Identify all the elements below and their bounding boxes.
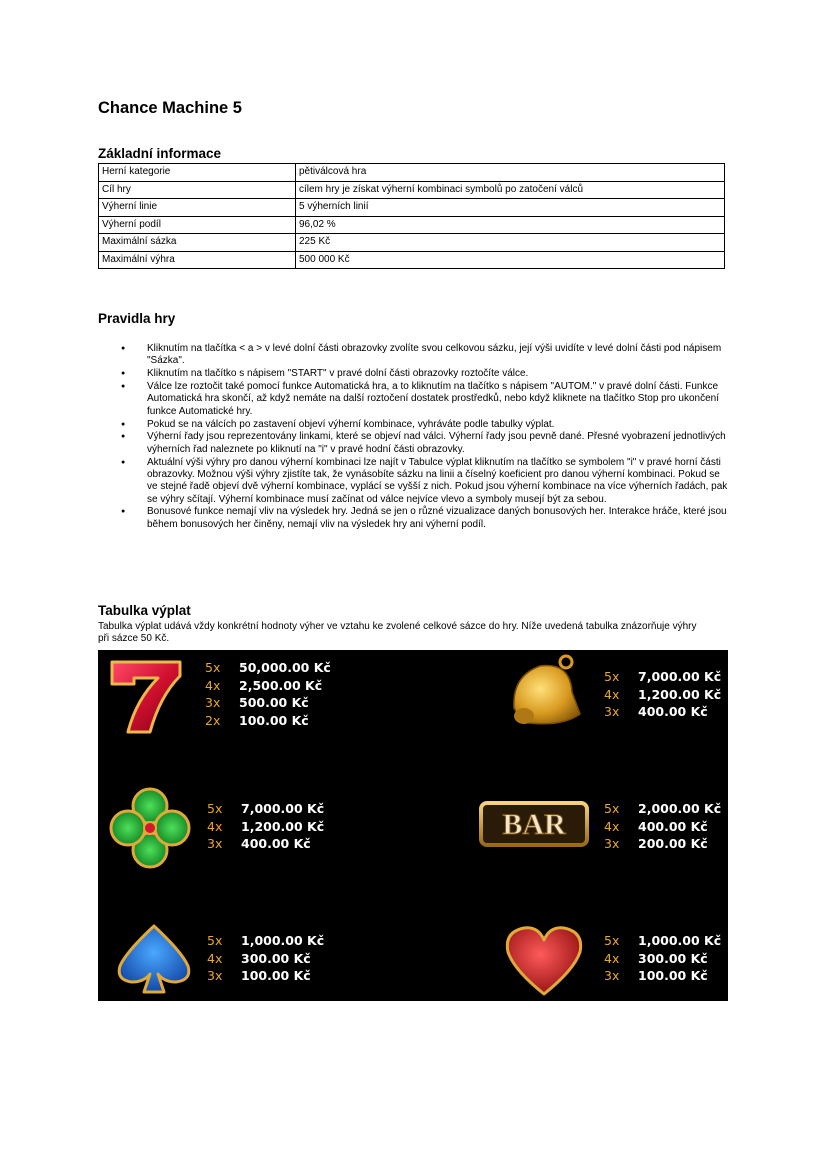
bar-label: BAR: [502, 808, 566, 841]
amount: 1,200.00 Kč: [241, 818, 325, 834]
list-item: ● Kliknutím na tlačítka < a > v levé dolní části obrazovky zvolíte svou celkovou sázku, její výši uvidíte v levé dolní části pod nápisem "Sázka".: [98, 343, 728, 368]
table-row: [99, 199, 725, 217]
paytable-image: [98, 650, 728, 1001]
multiplier: 4x: [604, 818, 620, 834]
info-label: Výherní podíl: [99, 216, 296, 234]
amount: 400.00 Kč: [241, 836, 311, 851]
clover-icon: [106, 784, 194, 872]
multiplier: 4x: [604, 950, 620, 966]
bar-icon: [478, 800, 590, 848]
multiplier: 5x: [207, 801, 223, 816]
amount: 500.00 Kč: [239, 695, 309, 710]
bell-icon: [500, 652, 590, 738]
info-label: Maximální výhra: [99, 251, 296, 269]
multiplier: 5x: [205, 660, 221, 675]
multiplier: 3x: [604, 704, 620, 719]
list-item: ● Válce lze roztočit také pomocí funkce Automatická hra, a to kliknutím na tlačítko s nápisem "AUTOM." v pravé dolní části. Funkce Automatická hra skončí, až když nemáte na další roztočení dostatek prostředků, nebo když kliknete na tlačítko Stop pro ukončení funkce Automatické hry.: [98, 381, 728, 418]
pay-values-bar: [604, 800, 721, 853]
list-item: ● Výherní řady jsou reprezentovány linkami, které se objeví nad válci. Výherní řady jsou pevně dané. Přesné vyobrazení jednotlivých výherních řad naleznete po kliknutí na "i" v pravé hodní části obrazovky.: [98, 431, 728, 456]
multiplier: 5x: [604, 801, 620, 816]
amount: 1,000.00 Kč: [638, 933, 722, 948]
amount: 100.00 Kč: [239, 712, 309, 728]
amount: 100.00 Kč: [638, 968, 708, 983]
info-label: Výherní linie: [99, 199, 296, 217]
pay-values-bell: [604, 668, 721, 721]
heart-icon: [502, 922, 586, 998]
info-value: 96,02 %: [296, 216, 725, 234]
multiplier: 3x: [604, 836, 620, 851]
basic-info-table: [98, 163, 725, 269]
list-item: ● Bonusové funkce nemají vliv na výsledek hry. Jedná se jen o různé vizualizace daných bonusových her. Interakce hráče, které jsou během bonusových her činěny, nemají vliv na výsledek hry ani výherní podíl.: [98, 506, 728, 531]
pay-values-spade: [207, 932, 324, 985]
multiplier: 4x: [207, 950, 223, 966]
info-value: 5 výherních linií: [296, 199, 725, 217]
info-label: Cíl hry: [99, 181, 296, 199]
multiplier: 5x: [604, 933, 620, 948]
rules-list: [98, 343, 728, 532]
info-value: cílem hry je získat výherní kombinaci symbolů po zatočení válců: [296, 181, 725, 199]
multiplier: 3x: [205, 695, 221, 710]
seven-icon: [104, 656, 188, 736]
amount: 400.00 Kč: [638, 704, 708, 719]
amount: 300.00 Kč: [638, 950, 708, 966]
amount: 1,200.00 Kč: [638, 686, 722, 702]
multiplier: 5x: [207, 933, 223, 948]
amount: 50,000.00 Kč: [239, 660, 331, 675]
amount: 300.00 Kč: [241, 950, 311, 966]
paytable-heading: Tabulka výplat: [98, 603, 191, 618]
page-title: Chance Machine 5: [98, 99, 242, 117]
list-item: ● Kliknutím na tlačítko s nápisem "START" v pravé dolní části obrazovky roztočíte válce.: [98, 368, 728, 380]
info-value: pětiválcová hra: [296, 164, 725, 182]
table-row: [99, 216, 725, 234]
paytable-intro: Tabulka výplat udává vždy konkrétní hodnoty výher ve vztahu ke zvolené celkové sázce do hry. Níže uvedená tabulka znázorňuje výhry při sázce 50 Kč.: [98, 621, 697, 645]
multiplier: 4x: [604, 686, 620, 702]
multiplier: 3x: [604, 968, 620, 983]
pay-values-clover: [207, 800, 324, 853]
multiplier: 3x: [207, 968, 223, 983]
amount: 400.00 Kč: [638, 818, 708, 834]
amount: 100.00 Kč: [241, 968, 311, 983]
table-row: [99, 181, 725, 199]
pay-values-heart: [604, 932, 721, 985]
list-item: ● Pokud se na válcích po zastavení objeví výherní kombinace, vyhráváte podle tabulky výplat.: [98, 419, 728, 431]
multiplier: 2x: [205, 712, 221, 728]
amount: 2,000.00 Kč: [638, 801, 722, 816]
amount: 7,000.00 Kč: [638, 669, 722, 684]
multiplier: 3x: [207, 836, 223, 851]
table-row: [99, 234, 725, 252]
amount: 2,500.00 Kč: [239, 677, 323, 693]
info-value: 500 000 Kč: [296, 251, 725, 269]
table-row: [99, 251, 725, 269]
amount: 200.00 Kč: [638, 836, 708, 851]
amount: 1,000.00 Kč: [241, 933, 325, 948]
amount: 7,000.00 Kč: [241, 801, 325, 816]
pay-values-seven: [205, 659, 331, 729]
list-item: ● Aktuální výši výhry pro danou výherní kombinaci lze najít v Tabulce výplat kliknutím na tlačítko se symbolem "i" v pravé horní části obrazovky. Možnou výši výhry zjistíte tak, že vynásobíte sázku na linii a číselný koeficient pro danou výherní kombinaci. Pokud se ve stejné řadě objeví dvě výherní kombinace, vyplácí se vyšší z nich. Pokud jsou výherní kombinace na více výherních řadách, pak se výhry sčítají. Výherní kombinace musí začínat od válce nejvíce vlevo a symboly musejí být za sebou.: [98, 457, 728, 506]
multiplier: 5x: [604, 669, 620, 684]
multiplier: 4x: [205, 677, 221, 693]
info-label: Herní kategorie: [99, 164, 296, 182]
info-label: Maximální sázka: [99, 234, 296, 252]
info-value: 225 Kč: [296, 234, 725, 252]
basic-info-heading: Základní informace: [98, 146, 222, 161]
table-row: [99, 164, 725, 182]
multiplier: 4x: [207, 818, 223, 834]
rules-heading: Pravidla hry: [98, 311, 176, 326]
spade-icon: [112, 920, 196, 998]
